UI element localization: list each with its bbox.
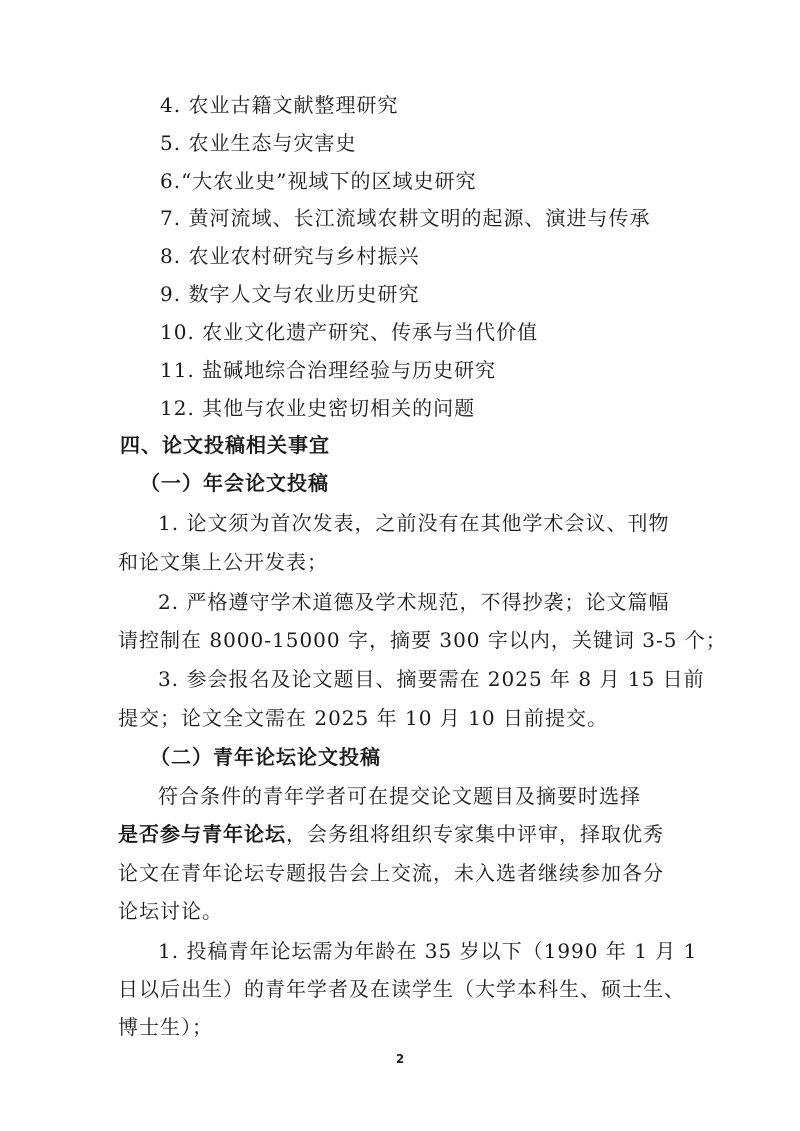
- subsection-heading: （一）年会论文投稿: [140, 471, 329, 495]
- paragraph-line: 和论文集上公开发表；: [118, 550, 328, 574]
- subsection-heading: （二）青年论坛论文投稿: [150, 745, 381, 769]
- paragraph-line: 论文在青年论坛专题报告会上交流，未入选者继续参加各分: [118, 861, 664, 885]
- emphasis-text: 是否参与青年论坛: [118, 822, 286, 846]
- paragraph-line: 3. 参会报名及论文题目、摘要需在 2025 年 8 月 15 日前: [158, 667, 705, 691]
- paragraph-line: 1. 投稿青年论坛需为年龄在 35 岁以下（1990 年 1 月 1: [158, 939, 698, 963]
- paragraph-line: 日以后出生）的青年学者及在读学生（大学本科生、硕士生、: [118, 977, 685, 1001]
- topic-item: 6.“大农业史”视域下的区域史研究: [160, 169, 477, 193]
- page-number: 2: [395, 1052, 405, 1066]
- paragraph-line: 论坛讨论。: [118, 899, 223, 923]
- topic-item: 7. 黄河流域、长江流域农耕文明的起源、演进与传承: [160, 206, 651, 230]
- topic-item: 10. 农业文化遗产研究、传承与当代价值: [160, 320, 539, 344]
- section-heading: 四、论文投稿相关事宜: [120, 433, 330, 457]
- topic-item: 11. 盐碱地综合治理经验与历史研究: [160, 358, 497, 382]
- topic-item: 4. 农业古籍文献整理研究: [160, 93, 399, 117]
- paragraph-line: 2. 严格遵守学术道德及学术规范，不得抄袭；论文篇幅: [158, 590, 670, 614]
- paragraph-line: 博士生）；: [118, 1015, 213, 1039]
- topic-item: 5. 农业生态与灾害史: [160, 131, 357, 155]
- paragraph-line: 请控制在 8000-15000 字，摘要 300 字以内，关键词 3-5 个；: [118, 628, 727, 652]
- paragraph-line: 1. 论文须为首次发表，之前没有在其他学术会议、刊物: [158, 511, 670, 535]
- paragraph-line: 提交；论文全文需在 2025 年 10 月 10 日前提交。: [118, 706, 608, 730]
- paragraph-line: 符合条件的青年学者可在提交论文题目及摘要时选择: [158, 784, 641, 808]
- topic-item: 12. 其他与农业史密切相关的问题: [160, 396, 476, 420]
- topic-item: 8. 农业农村研究与乡村振兴: [160, 244, 420, 268]
- topic-item: 9. 数字人文与农业历史研究: [160, 282, 420, 306]
- paragraph-text: ，会务组将组织专家集中评审，择取优秀: [286, 822, 664, 846]
- paragraph-line: [118, 822, 664, 846]
